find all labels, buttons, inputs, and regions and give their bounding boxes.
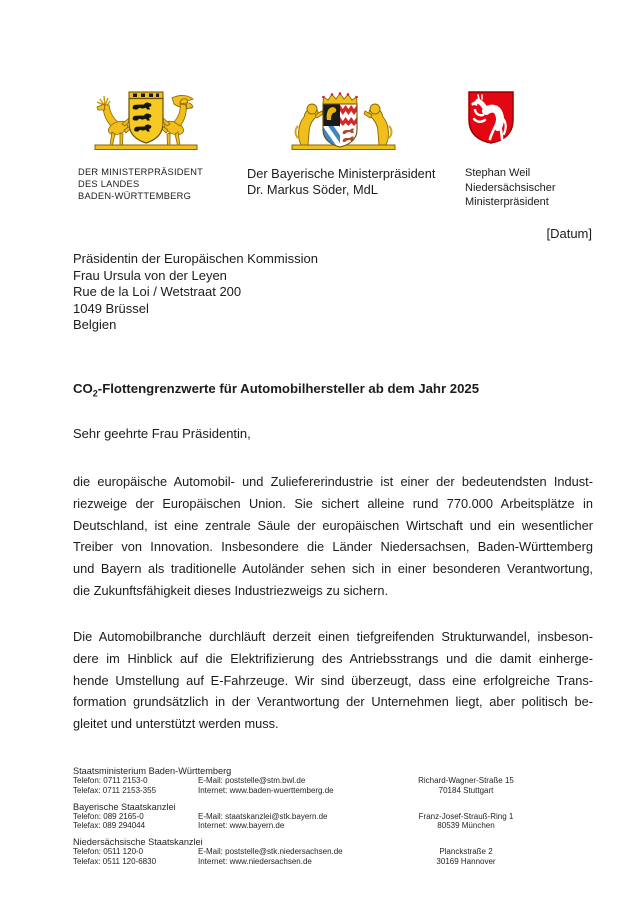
footer-block-title: Niedersächsische Staatskanzlei — [73, 837, 203, 848]
footer-phone: Telefon: 089 2165-0 — [73, 811, 144, 821]
paragraph-line: riezweige der Europäischen Union. Sie sichert alleine rund 770.000 Arbeitsplätze in — [73, 495, 593, 511]
footer-email: E-Mail: staatskanzlei@stk.bayern.de — [198, 811, 328, 821]
lower-saxony-coat-of-arms-icon — [467, 90, 515, 145]
recipient-line: Belgien — [73, 317, 117, 333]
caption-baden-wuerttemberg — [78, 166, 203, 203]
footer-block-niedersachsen — [73, 837, 532, 867]
footer-internet: Internet: www.niedersachsen.de — [198, 856, 312, 866]
footer-city: 70184 Stuttgart — [438, 785, 494, 795]
footer-fax: Telefax: 089 294044 — [73, 821, 146, 831]
caption-niedersachsen — [465, 166, 555, 210]
paragraph-line: Treiber von Innovation. Insbesondere die Länder Niedersachsen, Baden-Württemberg — [73, 539, 593, 555]
bavaria-coat-of-arms-icon — [289, 90, 398, 153]
footer-block-bayern — [73, 802, 532, 832]
paragraph-line: Die Automobilbranche durchläuft derzeit einen tiefgreifenden Strukturwandel, insbeson- — [73, 629, 593, 644]
caption-line: Der Bayerische Ministerpräsident — [247, 166, 436, 181]
footer-block-title: Bayerische Staatskanzlei — [73, 801, 176, 812]
paragraph-line: hende Umstellung auf E-Fahrzeuge. Wir sind überzeugt, dass eine erfolgreiche Trans- — [73, 672, 593, 688]
salutation: Sehr geehrte Frau Präsidentin, — [73, 426, 251, 441]
caption-bavaria — [247, 166, 435, 197]
recipient-line: Präsidentin der Europäischen Kommission — [73, 251, 318, 266]
footer-fax: Telefax: 0511 120-6830 — [73, 856, 157, 866]
footer-phone: Telefon: 0511 120-0 — [73, 847, 144, 857]
paragraph-line: gleitet und unterstützt werden muss. — [73, 716, 279, 732]
caption-line: Ministerpräsident — [465, 196, 549, 209]
paragraph-line: die Zukunftsfähigkeit dieses Industriezweigs zu sichern. — [73, 582, 389, 598]
footer-phone: Telefon: 0711 2153-0 — [73, 776, 148, 785]
paragraph-line: und Bayern als traditionelle Autoländer sehen sich in einer besonderen Verantwortung, — [73, 561, 593, 577]
date-placeholder: [Datum] — [546, 226, 592, 241]
recipient-line: Frau Ursula von der Leyen — [73, 267, 227, 283]
caption-line: Stephan Weil — [465, 167, 531, 179]
footer-internet: Internet: www.baden-wuerttemberg.de — [198, 785, 334, 795]
footer-block-baden-wuerttemberg — [73, 766, 532, 796]
paragraph-line: die europäische Automobil- und Zuliefererindustrie ist einer der bedeutendsten Indust- — [73, 474, 593, 489]
recipient-line: Rue de la Loi / Wetstraat 200 — [73, 284, 242, 300]
footer-contact-info — [73, 766, 532, 873]
footer-internet: Internet: www.bayern.de — [198, 821, 285, 831]
paragraph-line: dere im Hinblick auf die Elektrifizierung des Antriebsstrangs und die damit einherge- — [73, 650, 593, 666]
footer-block-title: Staatsministerium Baden-Württemberg — [73, 766, 232, 776]
subject-subscript: 2 — [92, 388, 98, 399]
body-paragraph-2 — [73, 626, 593, 735]
caption-line: DES LANDES — [78, 179, 140, 190]
subject-rest: -Flottengrenzwerte für Automobilhersteller ab dem Jahr 2025 — [97, 381, 480, 396]
subject-prefix: CO — [73, 381, 93, 396]
body-paragraph-1 — [73, 471, 593, 602]
recipient-address — [73, 251, 318, 334]
subject-line — [73, 381, 480, 399]
caption-line: DER MINISTERPRÄSIDENT — [78, 167, 204, 177]
footer-city: 80539 München — [437, 821, 495, 831]
footer-fax: Telefax: 0711 2153-355 — [73, 785, 157, 795]
footer-street: Planckstraße 2 — [439, 847, 493, 857]
caption-line: Niedersächsischer — [465, 181, 556, 194]
baden-wuerttemberg-coat-of-arms-icon — [92, 90, 200, 153]
footer-city: 30169 Hannover — [436, 856, 496, 866]
paragraph-line: Deutschland, ist eine zentrale Säule der europäischen Wirtschaft und ein wesentlicher — [73, 517, 593, 533]
recipient-line: 1049 Brüssel — [73, 300, 149, 316]
paragraph-line: formation grundsätzlich in der Verantwortung der Unternehmen liegt, aber politisch be- — [73, 694, 593, 710]
footer-email: E-Mail: poststelle@stm.bwl.de — [198, 776, 306, 785]
footer-street: Franz-Josef-Strauß-Ring 1 — [418, 811, 514, 821]
footer-email: E-Mail: poststelle@stk.niedersachsen.de — [198, 847, 343, 857]
caption-line: Dr. Markus Söder, MdL — [247, 181, 378, 197]
caption-line: BADEN-WÜRTTEMBERG — [78, 191, 192, 202]
footer-street: Richard-Wagner-Straße 15 — [418, 776, 514, 785]
